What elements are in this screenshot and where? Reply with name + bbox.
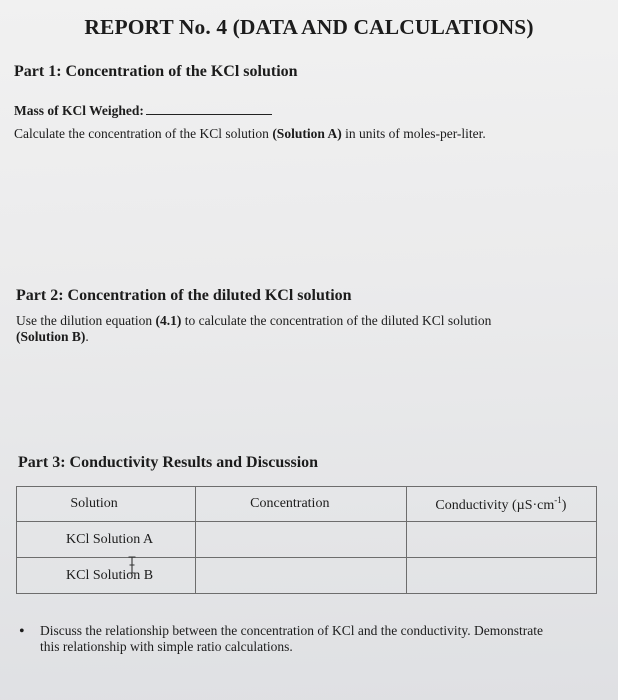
part2-text-a: Use the dilution equation bbox=[16, 313, 156, 328]
row-a-concentration-cell[interactable] bbox=[196, 522, 407, 558]
mass-weighed-blank[interactable] bbox=[146, 104, 272, 115]
row-a-conductivity-cell[interactable] bbox=[407, 522, 597, 558]
part3-heading: Part 3: Conductivity Results and Discussion bbox=[18, 454, 319, 471]
mass-weighed-label: Mass of KCl Weighed: bbox=[14, 103, 144, 118]
discussion-bullet: • bbox=[19, 623, 25, 640]
table-row bbox=[17, 558, 597, 594]
table-row bbox=[17, 522, 597, 558]
part1-instruction-text-b: in units of moles-per-liter. bbox=[341, 126, 486, 141]
part1-heading: Part 1: Concentration of the KCl solution bbox=[14, 63, 298, 80]
header-conductivity bbox=[407, 487, 597, 522]
text-cursor-icon bbox=[127, 556, 137, 574]
row-a-solution: KCl Solution A bbox=[17, 522, 196, 558]
discussion-line1: Discuss the relationship between the concentration of KCl and the conductivity. Demonstrate bbox=[40, 623, 543, 638]
part2-instruction-line1 bbox=[16, 313, 491, 329]
part2-text-b: to calculate the concentration of the diluted KCl solution bbox=[181, 313, 492, 328]
discussion-line2: this relationship with simple ratio calculations. bbox=[40, 639, 293, 654]
header-conductivity-prefix: Conductivity (µS·cm bbox=[435, 497, 555, 513]
table-header-row bbox=[17, 487, 597, 522]
part1-instruction bbox=[14, 126, 486, 142]
report-title: REPORT No. 4 (DATA AND CALCULATIONS) bbox=[84, 15, 534, 39]
row-b-concentration-cell[interactable] bbox=[196, 558, 407, 594]
part2-period: . bbox=[85, 329, 89, 344]
header-conductivity-exponent: -1 bbox=[554, 494, 562, 505]
part1-instruction-solution-a: (Solution A) bbox=[272, 126, 342, 141]
row-b-conductivity-cell[interactable] bbox=[407, 558, 597, 594]
part2-heading: Part 2: Concentration of the diluted KCl solution bbox=[16, 287, 352, 304]
header-concentration: Concentration bbox=[196, 487, 407, 522]
row-b-solution: KCl Solution B bbox=[17, 558, 196, 594]
conductivity-results-table bbox=[16, 486, 597, 594]
part2-equation-ref: (4.1) bbox=[155, 313, 182, 328]
part2-instruction-line2 bbox=[16, 329, 89, 345]
header-conductivity-suffix: ) bbox=[561, 497, 567, 513]
mass-weighed-line bbox=[14, 103, 272, 119]
header-solution: Solution bbox=[17, 487, 196, 522]
part2-solution-b: (Solution B) bbox=[16, 329, 86, 344]
part1-instruction-text-a: Calculate the concentration of the KCl solution bbox=[14, 126, 273, 141]
